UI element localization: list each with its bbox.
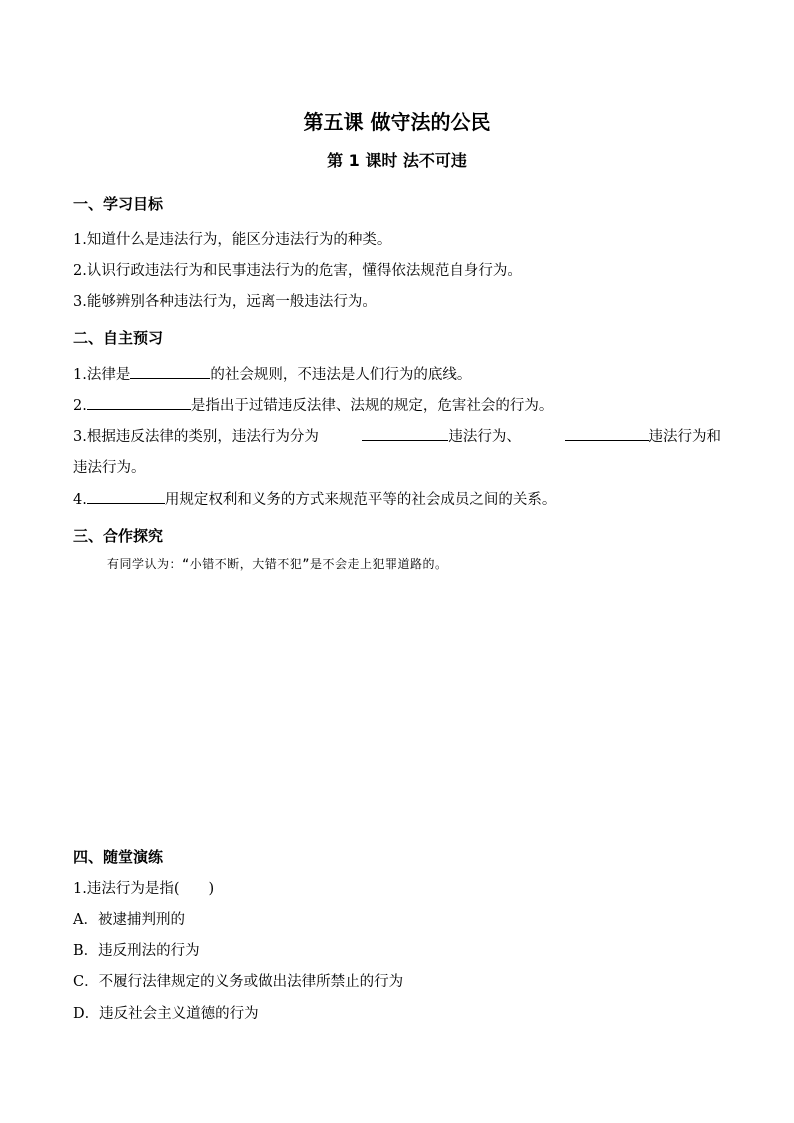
preview-text: 违法行为、 (448, 429, 521, 445)
preview-text: 1.法律是 (73, 367, 131, 383)
objective-item: 2.认识行政违法行为和民事违法行为的危害，懂得依法规范自身行为。 (73, 263, 522, 279)
objective-item: 1.知道什么是违法行为，能区分违法行为的种类。 (73, 232, 392, 248)
answer-blank[interactable] (87, 395, 191, 410)
preview-text: 用规定权利和义务的方式来规范平等的社会成员之间的关系。 (164, 492, 557, 508)
answer-blank[interactable] (362, 426, 448, 441)
practice-option-a[interactable]: A．被逮捕判刑的 (73, 912, 185, 928)
preview-question-3-cont: 违法行为。 (73, 460, 146, 476)
answer-blank[interactable] (130, 364, 210, 379)
section-heading-objectives: 一、学习目标 (73, 195, 164, 213)
answer-blank[interactable] (565, 426, 649, 441)
answer-blank[interactable] (87, 489, 165, 504)
explore-text: 有同学认为：“小错不断，大错不犯”是不会走上犯罪道路的。 (107, 557, 448, 571)
preview-text: 违法行为和 (648, 429, 721, 445)
objective-item: 3.能够辨别各种违法行为，远离一般违法行为。 (73, 294, 377, 310)
page-title: 第五课 做守法的公民 (303, 110, 491, 134)
section-heading-explore: 三、合作探究 (73, 527, 164, 545)
section-heading-preview: 二、自主预习 (73, 329, 164, 347)
preview-text: 是指出于过错违反法律、法规的规定，危害社会的行为。 (190, 398, 554, 414)
preview-question-2 (73, 394, 553, 415)
practice-option-d[interactable]: D．违反社会主义道德的行为 (73, 1006, 259, 1022)
preview-question-1 (73, 363, 471, 384)
page-subtitle: 第 1 课时 法不可违 (327, 151, 467, 170)
practice-option-b[interactable]: B．违反刑法的行为 (73, 943, 200, 959)
preview-text: 2. (73, 398, 87, 414)
preview-text: 3.根据违反法律的类别，违法行为分为 (73, 429, 319, 445)
preview-question-3 (73, 425, 721, 446)
section-heading-practice: 四、随堂演练 (73, 848, 164, 866)
practice-option-c[interactable]: C．不履行法律规定的义务或做出法律所禁止的行为 (73, 974, 404, 990)
practice-question: 1.违法行为是指( ) (73, 881, 215, 897)
preview-text: 的社会规则，不违法是人们行为的底线。 (210, 367, 472, 383)
preview-question-4 (73, 488, 556, 509)
preview-text: 4. (73, 492, 87, 508)
